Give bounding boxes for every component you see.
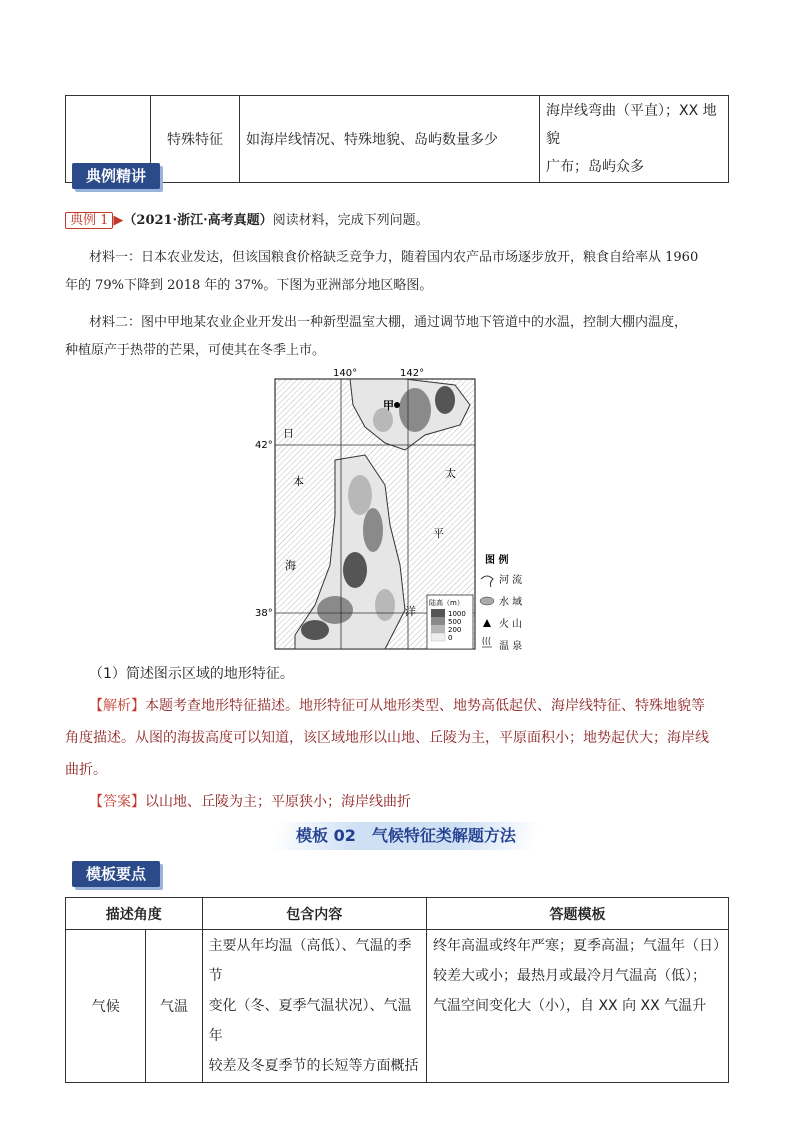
ocean-label: 太 [445, 467, 456, 480]
sea-label: 本 [293, 475, 304, 488]
scale-tick: 1000 [448, 610, 466, 618]
question-text: （1）简述图示区域的地形特征。 [89, 666, 294, 682]
header-template: 答题模板 [427, 898, 729, 930]
example-tag: 典例 1 [65, 212, 113, 229]
elev-low [348, 475, 372, 515]
scale-tick: 200 [448, 626, 462, 634]
example-source: （2021·浙江·高考真题） [123, 213, 273, 228]
hot-spring-icon [482, 637, 492, 647]
example-header: 典例 1 ▶（2021·浙江·高考真题）阅读材料，完成下列问题。 [65, 207, 729, 235]
sea-label: 海 [285, 559, 296, 572]
legend-item: 河 流 [499, 575, 523, 586]
lat-label: 42° [255, 440, 273, 451]
climate-table [65, 897, 729, 1083]
analysis-tag: 【解析】 [89, 698, 145, 714]
section-tag-examples: 典例精讲 [72, 163, 160, 189]
river-icon [481, 576, 493, 587]
elev-high [301, 620, 329, 640]
scale-zero [431, 633, 445, 641]
legend-item: 水 域 [499, 597, 523, 608]
scale-tick: 500 [448, 618, 462, 626]
ocean-label: 平 [433, 527, 444, 540]
point-jia-label: 甲 [383, 399, 394, 412]
table-cell-content: 如海岸线情况、特殊地貌、岛屿数量多少 [240, 96, 540, 183]
water-icon [480, 597, 494, 605]
table-cell-feature: 特殊特征 [151, 96, 240, 183]
legend-title: 图 例 [485, 555, 509, 566]
row-category: 气候 [66, 930, 146, 1083]
material-2-cont: 种植原产于热带的芒果，可使其在冬季上市。 [65, 343, 326, 358]
scale-high [431, 609, 445, 617]
header-content: 包含内容 [202, 898, 426, 930]
lon-label: 140° [333, 368, 358, 379]
point-jia-marker [394, 402, 400, 408]
answer: 【答案】以山地、丘陵为主；平原狭小；海岸线曲折 [89, 794, 411, 810]
ocean-label: 洋 [405, 605, 416, 618]
scale-low [431, 625, 445, 633]
section-tag-template: 模板要点 [72, 861, 160, 887]
answer-tag: 【答案】 [89, 794, 145, 810]
template-title: 模板 02 气候特征类解题方法 [271, 822, 541, 850]
row-content: 主要从年均温（高低）、气温的季节 变化（冬、夏季气温状况）、气温年 较差及冬夏季节的长短等方面概括 [202, 930, 426, 1083]
elev-low [375, 589, 395, 621]
elev-high [435, 386, 455, 414]
sea-label: 日 [283, 427, 294, 440]
elev-mid [363, 508, 383, 552]
legend-item: 温 泉 [499, 641, 523, 652]
material-1: 材料一：日本农业发达，但该国粮食价格缺乏竞争力，随着国内农产品市场逐步放开，粮食自给率从 1960 [89, 250, 699, 265]
header-angle: 描述角度 [66, 898, 203, 930]
material-1-cont: 年的 79%下降到 2018 年的 37%。下图为亚洲部分地区略图。 [65, 278, 433, 293]
volcano-icon [483, 619, 491, 627]
table-cell-template: 海岸线弯曲（平直）；XX 地貌 广布；岛屿众多 [540, 96, 729, 183]
material-2: 材料二：图中甲地某农业企业开发出一种新型温室大棚，通过调节地下管道中的水温，控制大棚内温度， [89, 315, 688, 330]
analysis: 【解析】本题考查地形特征描述。地形特征可从地形类型、地势高低起伏、海岸线特征、特殊地貌等 角度描述。从图的海拔高度可以知道，该区域地形以山地、丘陵为主，平原面积小；地势起伏大；海岸线 曲折。 [65, 698, 709, 778]
example-instruction: 阅读材料，完成下列问题。 [272, 213, 429, 228]
row-subcategory: 气温 [146, 930, 202, 1083]
scale-tick: 0 [448, 634, 453, 642]
row-template: 终年高温或终年严寒；夏季高温；气温年（日） 较差大或小；最热月或最冷月气温高（低）； 气温空间变化大（小），自 XX 向 XX 气温升 [427, 930, 729, 1083]
elevation-title: 陆高（m） [429, 599, 464, 607]
scale-mid [431, 617, 445, 625]
japan-map [255, 365, 535, 655]
legend-item: 火 山 [499, 619, 523, 630]
elev-mid [399, 388, 431, 432]
elev-mid [317, 596, 353, 624]
feature-table [65, 95, 729, 183]
elev-high [343, 552, 367, 588]
lat-label: 38° [255, 608, 273, 619]
lon-label: 142° [400, 368, 425, 379]
